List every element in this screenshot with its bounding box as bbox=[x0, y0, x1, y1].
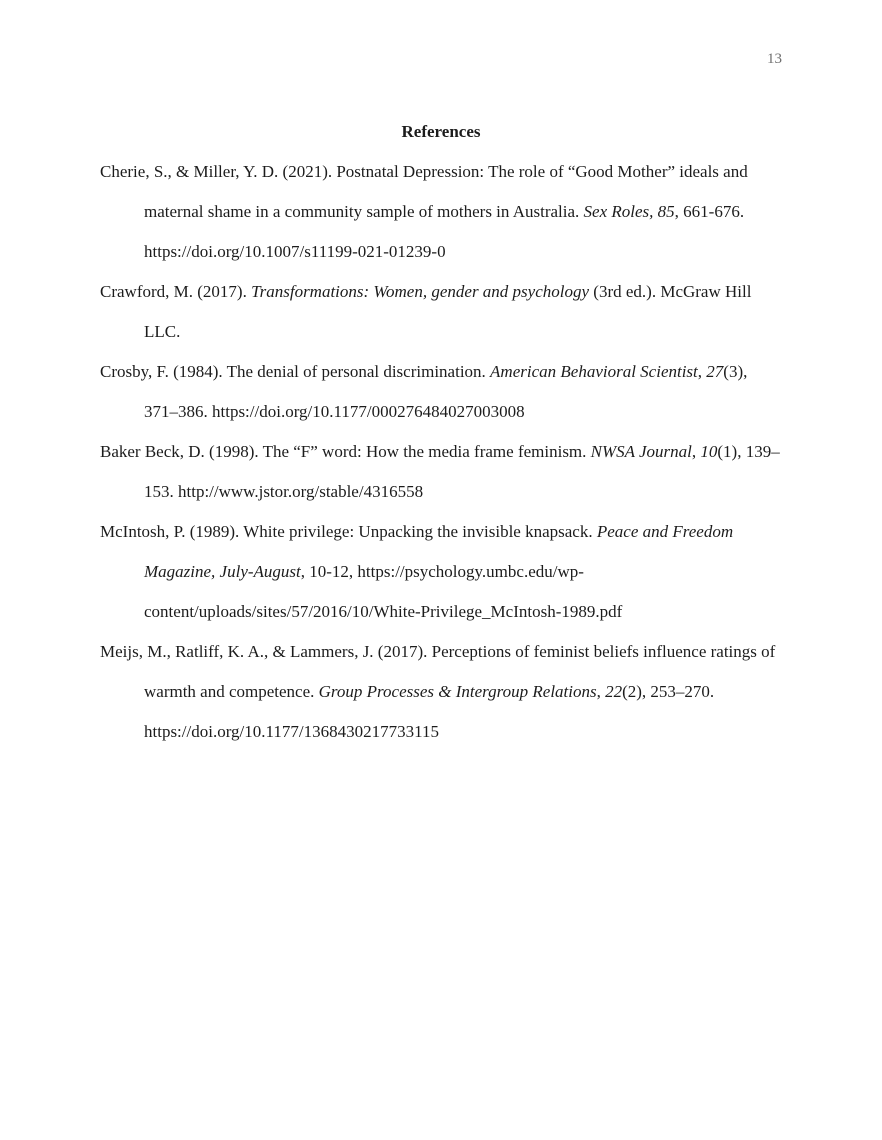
ref-segment-italic: 22 bbox=[605, 682, 623, 701]
reference-entry bbox=[100, 432, 782, 512]
ref-segment-italic: 27 bbox=[706, 362, 724, 381]
reference-entry bbox=[100, 512, 782, 632]
ref-segment: , 661-676. https://doi.org/10.1007/s11199-021-01239-0 bbox=[144, 202, 745, 261]
reference-entry bbox=[100, 632, 782, 752]
ref-segment: , bbox=[596, 682, 606, 701]
ref-segment: , bbox=[691, 442, 701, 461]
ref-segment: (1), 139–153. http://www.jstor.org/stable/4316558 bbox=[144, 442, 780, 501]
ref-segment: Cherie, S., & Miller, Y. D. (2021). Postnatal Depression: The role of “Good Mother” ideals and maternal shame in a community sample of mothers in Australia. bbox=[100, 162, 748, 221]
ref-segment: Baker Beck, D. (1998). The “F” word: How the media frame feminism. bbox=[100, 442, 591, 461]
reference-list bbox=[100, 152, 782, 752]
ref-segment-italic: Transformations: Women, gender and psychology bbox=[251, 282, 590, 301]
ref-segment: Crosby, F. (1984). The denial of personal discrimination. bbox=[100, 362, 491, 381]
reference-entry bbox=[100, 272, 782, 352]
ref-segment-italic: Group Processes & Intergroup Relations bbox=[318, 682, 597, 701]
ref-segment: Crawford, M. (2017). bbox=[100, 282, 252, 301]
ref-segment: (3rd ed.). McGraw Hill LLC. bbox=[144, 282, 752, 341]
page-number: 13 bbox=[767, 51, 782, 67]
ref-segment: , bbox=[697, 362, 707, 381]
ref-segment: Meijs, M., Ratliff, K. A., & Lammers, J. (2017). Perceptions of feminist beliefs influence ratings of warmth and competence. bbox=[100, 642, 776, 701]
ref-segment-italic: NWSA Journal bbox=[590, 442, 692, 461]
ref-segment: (2), 253–270. https://doi.org/10.1177/1368430217733115 bbox=[144, 682, 715, 741]
references-heading: References bbox=[401, 122, 481, 141]
ref-segment: , 10-12, https://psychology.umbc.edu/wp-content/uploads/sites/57/2016/10/White-Privilege_McIntosh-1989.pdf bbox=[144, 562, 623, 621]
ref-segment-italic: American Behavioral Scientist bbox=[490, 362, 698, 381]
reference-entry bbox=[100, 152, 782, 272]
reference-entry bbox=[100, 352, 782, 432]
ref-segment: McIntosh, P. (1989). White privilege: Unpacking the invisible knapsack. bbox=[100, 522, 597, 541]
ref-segment-italic: Sex Roles, 85 bbox=[583, 202, 675, 221]
ref-segment-italic: 10 bbox=[700, 442, 718, 461]
page-content bbox=[100, 112, 782, 752]
ref-segment: (3), 371–386. https://doi.org/10.1177/000276484027003008 bbox=[144, 362, 748, 421]
ref-segment-italic: Peace and Freedom Magazine, July-August bbox=[144, 522, 734, 581]
